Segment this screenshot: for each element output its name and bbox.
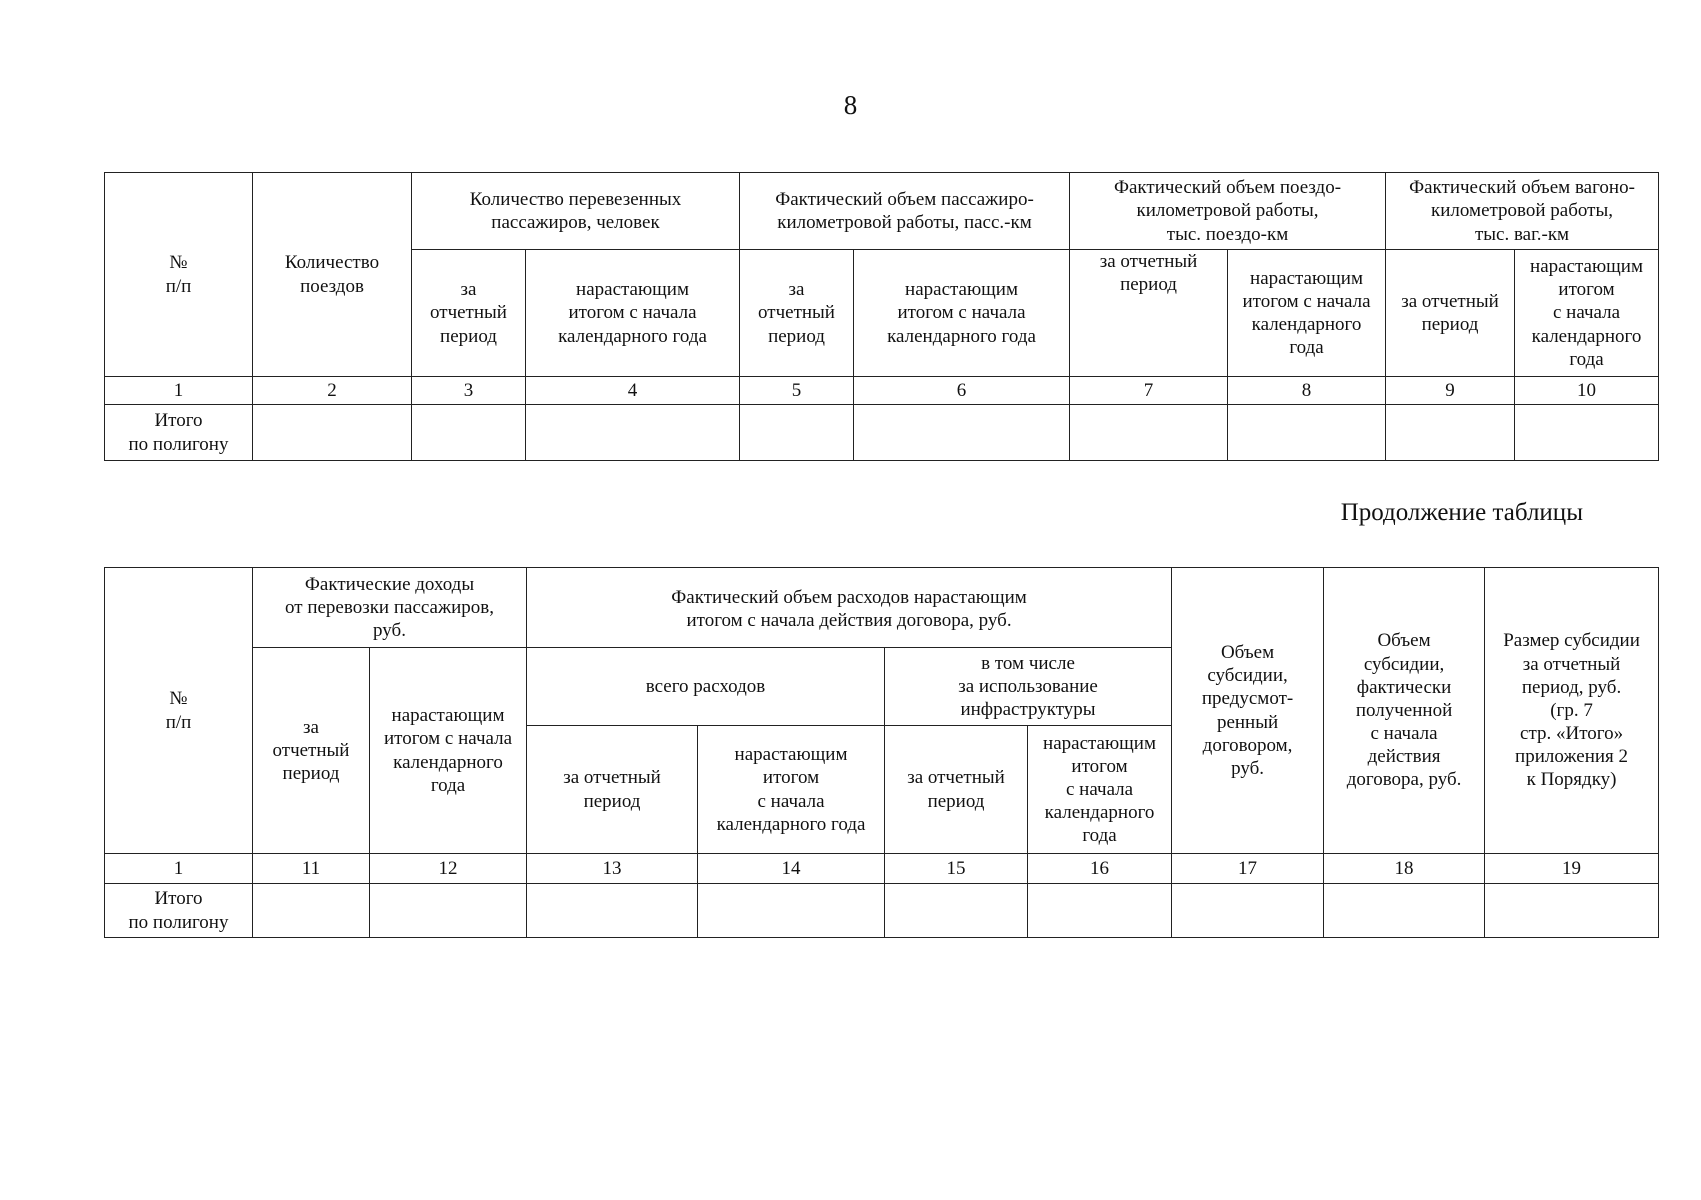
- column-number: 3: [412, 377, 526, 405]
- sub-header-col-13: за отчетный период: [527, 726, 698, 854]
- sub-header-col-9: за отчетный период: [1386, 250, 1515, 377]
- total-cell: [1515, 405, 1659, 461]
- sub-header-col-12: нарастающим итогом с начала календарного года: [370, 648, 527, 854]
- sub-header-col-5: за отчетный период: [740, 250, 854, 377]
- column-number: 6: [854, 377, 1070, 405]
- sub-header-col-3: за отчетный период: [412, 250, 526, 377]
- total-cell: [854, 405, 1070, 461]
- header-infrastructure: в том числе за использование инфраструктуры: [885, 648, 1172, 726]
- column-number: 19: [1485, 854, 1659, 884]
- column-number: 2: [253, 377, 412, 405]
- total-cell: [1028, 884, 1172, 938]
- total-cell: [1070, 405, 1228, 461]
- sub-header-col-15: за отчетный период: [885, 726, 1028, 854]
- total-cell: [1172, 884, 1324, 938]
- total-cell: [253, 405, 412, 461]
- continuation-label: Продолжение таблицы: [1340, 499, 1583, 526]
- column-number: 15: [885, 854, 1028, 884]
- total-cell: [412, 405, 526, 461]
- summary-table-2: [104, 567, 1659, 938]
- column-number: 16: [1028, 854, 1172, 884]
- column-number: 1: [105, 377, 253, 405]
- header-pass-km: Фактический объем пассажиро- километровой работы, пасс.-км: [740, 173, 1070, 250]
- header-passengers: Количество перевезенных пассажиров, человек: [412, 173, 740, 250]
- column-number: 18: [1324, 854, 1485, 884]
- total-cell: [253, 884, 370, 938]
- column-number: 7: [1070, 377, 1228, 405]
- total-cell: [1228, 405, 1386, 461]
- total-cell: [526, 405, 740, 461]
- sub-header-col-7: за отчетный период: [1070, 250, 1228, 377]
- total-cell: [698, 884, 885, 938]
- total-cell: [1386, 405, 1515, 461]
- sub-header-col-11: за отчетный период: [253, 648, 370, 854]
- total-cell: [1324, 884, 1485, 938]
- total-row-label: Итого по полигону: [105, 405, 253, 461]
- header-col-17: Объем субсидии, предусмот- ренный договором, руб.: [1172, 568, 1324, 854]
- column-number: 13: [527, 854, 698, 884]
- header-income: Фактические доходы от перевозки пассажиров, руб.: [253, 568, 527, 648]
- sub-header-col-8: нарастающим итогом с начала календарного года: [1228, 250, 1386, 377]
- header-num: № п/п: [105, 568, 253, 854]
- header-expenses: Фактический объем расходов нарастающим итогом с начала действия договора, руб.: [527, 568, 1172, 648]
- header-trains: Количество поездов: [253, 173, 412, 377]
- column-number: 11: [253, 854, 370, 884]
- sub-header-col-10: нарастающим итогом с начала календарного года: [1515, 250, 1659, 377]
- total-cell: [885, 884, 1028, 938]
- summary-table-1: [104, 172, 1659, 461]
- header-all-expenses: всего расходов: [527, 648, 885, 726]
- total-cell: [740, 405, 854, 461]
- sub-header-col-14: нарастающим итогом с начала календарного года: [698, 726, 885, 854]
- column-number: 14: [698, 854, 885, 884]
- column-number: 12: [370, 854, 527, 884]
- page-number: 8: [843, 90, 858, 120]
- sub-header-col-16: нарастающим итогом с начала календарного года: [1028, 726, 1172, 854]
- total-cell: [1485, 884, 1659, 938]
- column-number: 10: [1515, 377, 1659, 405]
- header-col-18: Объем субсидии, фактически полученной с начала действия договора, руб.: [1324, 568, 1485, 854]
- header-num: № п/п: [105, 173, 253, 377]
- column-number: 9: [1386, 377, 1515, 405]
- total-row-label: Итого по полигону: [105, 884, 253, 938]
- column-number: 8: [1228, 377, 1386, 405]
- column-number: 17: [1172, 854, 1324, 884]
- column-number: 5: [740, 377, 854, 405]
- header-train-km: Фактический объем поездо- километровой работы, тыс. поездо-км: [1070, 173, 1386, 250]
- header-wagon-km: Фактический объем вагоно- километровой работы, тыс. ваг.-км: [1386, 173, 1659, 250]
- sub-header-col-4: нарастающим итогом с начала календарного года: [526, 250, 740, 377]
- column-number: 4: [526, 377, 740, 405]
- total-cell: [370, 884, 527, 938]
- total-cell: [527, 884, 698, 938]
- sub-header-col-6: нарастающим итогом с начала календарного года: [854, 250, 1070, 377]
- column-number: 1: [105, 854, 253, 884]
- header-col-19: Размер субсидии за отчетный период, руб. (гр. 7 стр. «Итого» приложения 2 к Порядку): [1485, 568, 1659, 854]
